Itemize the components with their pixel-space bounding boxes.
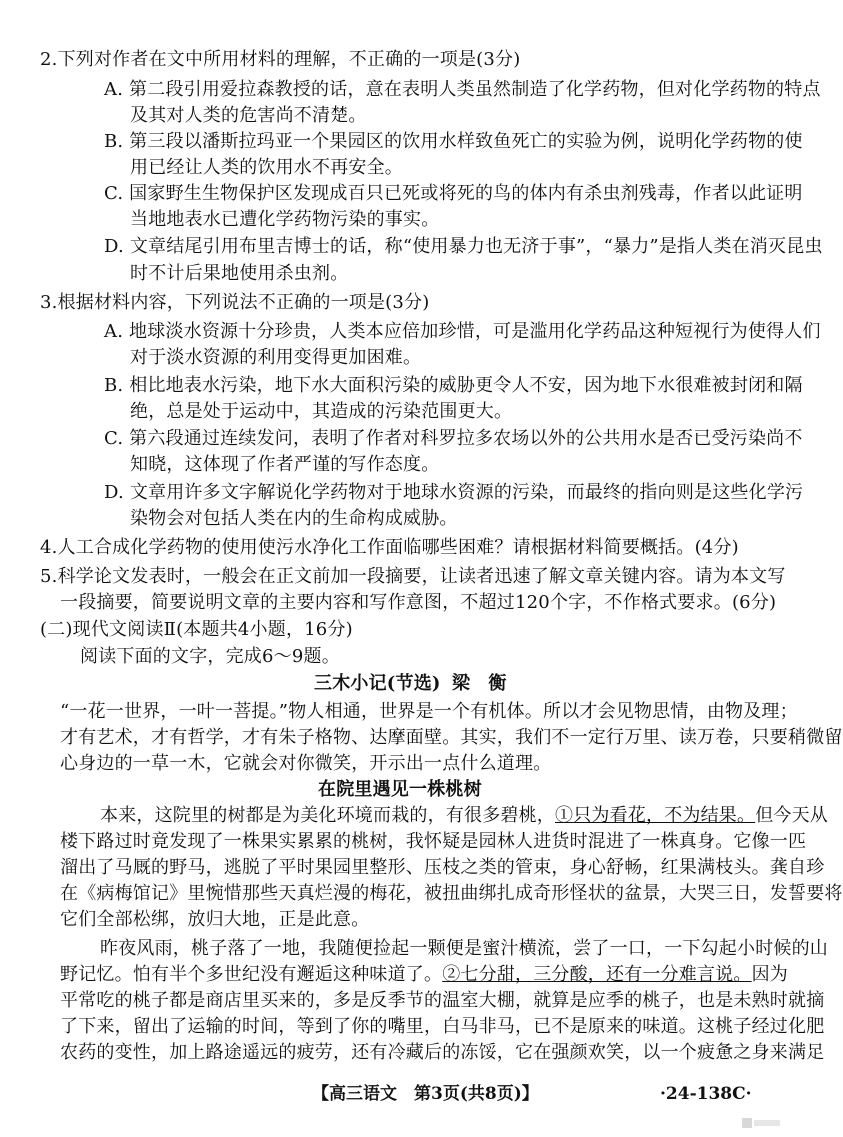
question-3-option-a: A. 地球淡水资源十分珍贵，人类本应倍加珍惜，可是滥用化学药品这种短视行为使得人们	[104, 321, 821, 342]
intro-line-3: 心身边的一草一木，它就会对你微笑，开示出一点什么道理。	[60, 753, 552, 774]
question-5-cont: 一段摘要，简要说明文章的主要内容和写作意图，不超过120个字，不作格式要求。(6分)	[60, 592, 777, 613]
watermark-logo-icon	[742, 1117, 782, 1129]
underlined-sentence-1: ①只为看花，不为结果。	[555, 805, 756, 826]
question-3-option-c-cont: 知晓，这体现了作者严谨的写作态度。	[130, 454, 440, 475]
question-2-option-b-cont: 用已经让人类的饮用水不再安全。	[130, 157, 403, 178]
section-subtitle: 在院里遇见一株桃树	[318, 779, 482, 800]
question-2-option-b: B. 第三段以潘斯拉玛亚一个果园区的饮用水样致鱼死亡的实验为例，说明化学药物的使	[104, 131, 803, 152]
question-2-option-d: D. 文章结尾引用布里吉博士的话，称“使用暴力也无济于事”，“暴力”是指人类在消灭昆虫	[104, 236, 823, 257]
question-3-option-c: C. 第六段通过连续发问，表明了作者对科罗拉多农场以外的公共用水是否已受污染尚不	[104, 428, 803, 449]
question-2-option-c: C. 国家野生生物保护区发现成百只已死或将死的鸟的体内有杀虫剂残毒，作者以此证明	[104, 183, 803, 204]
question-4: 4.人工合成化学药物的使用使污水净化工作面临哪些困难？请根据材料简要概括。(4分)	[40, 537, 739, 558]
paragraph-1-line-2: 楼下路过时竟发现了一株果实累累的桃树，我怀疑是园林人进货时混进了一株真身。它像一匹	[60, 831, 807, 852]
paragraph-1-line-4: 在《病梅馆记》里惋惜那些天真烂漫的梅花，被扭曲绑扎成奇形怪状的盆景，大哭三日，发誓要将	[60, 883, 843, 904]
question-2-stem: 2.下列对作者在文中所用材料的理解，不正确的一项是(3分)	[40, 49, 521, 70]
question-5: 5.科学论文发表时，一般会在正文前加一段摘要，让读者迅速了解文章关键内容。请为本文写	[40, 566, 786, 587]
question-3-stem: 3.根据材料内容，下列说法不正确的一项是(3分)	[40, 292, 430, 313]
question-3-option-d: D. 文章用许多文字解说化学药物对于地球水资源的污染，而最终的指向则是这些化学污	[104, 482, 804, 503]
paragraph-2-line-2	[60, 963, 788, 987]
question-3-option-b: B. 相比地表水污染，地下水大面积污染的威胁更令人不安，因为地下水很难被封闭和隔	[104, 375, 803, 396]
footer-page-info: 【高三语文 第3页(共8页)】	[312, 1084, 539, 1104]
underlined-sentence-2: ②七分甜，三分酸，还有一分难言说。	[442, 964, 752, 985]
section-instruction: 阅读下面的文字，完成6～9题。	[80, 646, 340, 667]
article-title: 三木小记(节选)	[314, 673, 441, 694]
paragraph-1-text-b: 但今天从	[755, 805, 829, 826]
paragraph-2-text-a: 野记忆。怕有半个多世纪没有邂逅这种味道了。	[60, 964, 443, 985]
question-3-option-a-cont: 对于淡水资源的利用变得更加困难。	[130, 347, 422, 368]
paragraph-1-line-5: 它们全部松绑，放归大地，正是此意。	[60, 909, 370, 930]
question-2-option-a-cont: 及其对人类的危害尚不清楚。	[130, 105, 367, 126]
question-2-option-a: A. 第二段引用爱拉森教授的话，意在表明人类虽然制造了化学药物，但对化学药物的特点	[104, 79, 821, 100]
article-author: 梁 衡	[452, 673, 507, 694]
intro-line-1: “一花一世界，一叶一菩提。”物人相通，世界是一个有机体。所以才会见物思情，由物及理；	[60, 701, 798, 722]
footer-code: ·24-138C·	[660, 1084, 752, 1104]
page-footer	[0, 1081, 800, 1107]
paragraph-1-text-a: 本来，这院里的树都是为美化环境而栽的，有很多碧桃，	[100, 805, 555, 826]
paragraph-1-line-3: 溜出了马厩的野马，逃脱了平时果园里整形、压枝之类的管束，身心舒畅，红果满枝头。龚自珍	[60, 857, 825, 878]
section-heading: (二)现代文阅读Ⅱ(本题共4小题，16分)	[40, 619, 353, 640]
paragraph-2-line-1: 昨夜风雨，桃子落了一地，我随便捡起一颗便是蜜汁横流，尝了一口，一下勾起小时候的山	[100, 938, 828, 959]
paragraph-2-line-4: 了下来，留出了运输的时间，等到了你的嘴里，白马非马，已不是原来的味道。这桃子经过化肥	[60, 1016, 825, 1037]
question-3-option-b-cont: 绝，总是处于运动中，其造成的污染范围更大。	[130, 401, 513, 422]
paragraph-1-line-1	[100, 804, 828, 828]
question-2-option-c-cont: 当地地表水已遭化学药物污染的事实。	[130, 209, 440, 230]
paragraph-2-line-3: 平常吃的桃子都是商店里买来的，多是反季节的温室大棚，就算是应季的桃子，也是未熟时就摘	[60, 990, 825, 1011]
paragraph-2-line-5: 农药的变性，加上路途遥远的疲劳，还有冷藏后的冻馁，它在强颜欢笑，以一个疲惫之身来满足	[60, 1042, 825, 1063]
question-2-option-d-cont: 时不计后果地使用杀虫剂。	[130, 263, 349, 284]
intro-line-2: 才有艺术，才有哲学，才有朱子格物、达摩面壁。其实，我们不一定行万里、读万卷，只要稍微留	[60, 727, 843, 748]
paragraph-2-text-b: 因为	[751, 964, 789, 985]
question-3-option-d-cont: 染物会对包括人类在内的生命构成威胁。	[130, 508, 458, 529]
